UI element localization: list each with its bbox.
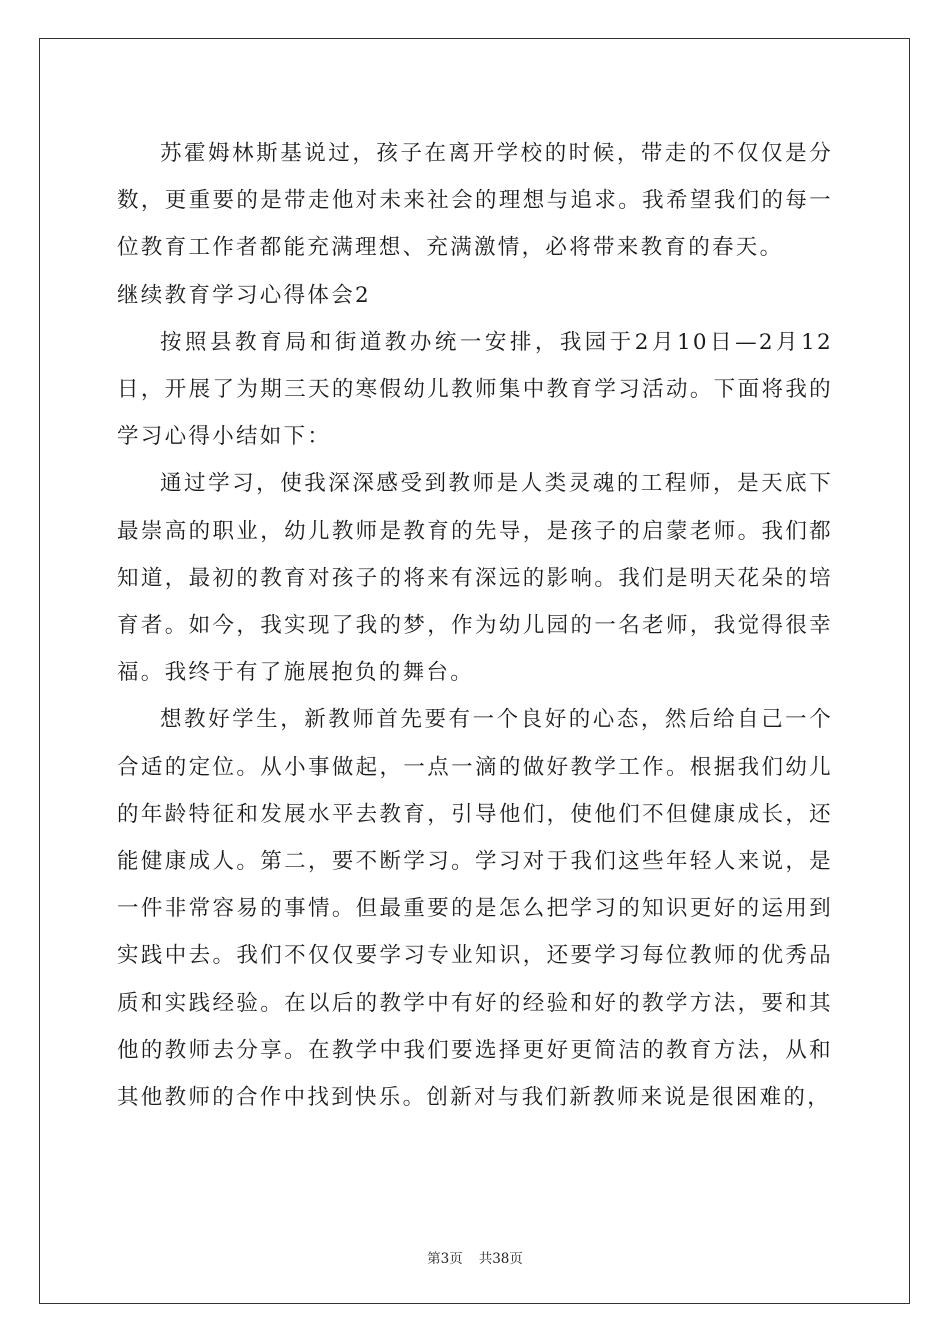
paragraph: 按照县教育局和街道教办统一安排，我园于2月10日—2月12日，开展了为期三天的寒假幼儿教师集中教育学习活动。下面将我的学习心得小结如下： (117, 329, 833, 450)
document-body (117, 130, 833, 1121)
page-number: 第3页 (427, 1251, 463, 1267)
section-heading: 继续教育学习心得体会2 (117, 282, 371, 308)
paragraph: 苏霍姆林斯基说过，孩子在离开学校的时候，带走的不仅仅是分数，更重要的是带走他对未来社会的理想与追求。我希望我们的每一位教育工作者都能充满理想、充满激情，必将带来教育的春天。 (117, 141, 833, 261)
paragraph: 通过学习，使我深深感受到教师是人类灵魂的工程师，是天底下最崇高的职业，幼儿教师是教育的先导，是孩子的启蒙老师。我们都知道，最初的教育对孩子的将来有深远的影响。我们是明天花朵的培育者。如今，我实现了我的梦，作为幼儿园的一名老师，我觉得很幸福。我终于有了施展抱负的舞台。 (117, 471, 833, 686)
total-pages: 共38页 (478, 1251, 523, 1267)
page-footer (0, 1247, 950, 1267)
paragraph: 想教好学生，新教师首先要有一个良好的心态，然后给自己一个合适的定位。从小事做起，一点一滴的做好教学工作。根据我们幼儿的年龄特征和发展水平去教育，引导他们，使他们不但健康成长，还能健康成人。第二，要不断学习。学习对于我们这些年轻人来说，是一件非常容易的事情。但最重要的是怎么把学习的知识更好的运用到实践中去。我们不仅仅要学习专业知识，还要学习每位教师的优秀品质和实践经验。在以后的教学中有好的经验和好的教学方法，要和其他的教师去分享。在教学中我们要选择更好更简洁的教育方法，从和其他教师的合作中找到快乐。创新对与我们新教师来说是很困难的， (117, 707, 833, 1111)
